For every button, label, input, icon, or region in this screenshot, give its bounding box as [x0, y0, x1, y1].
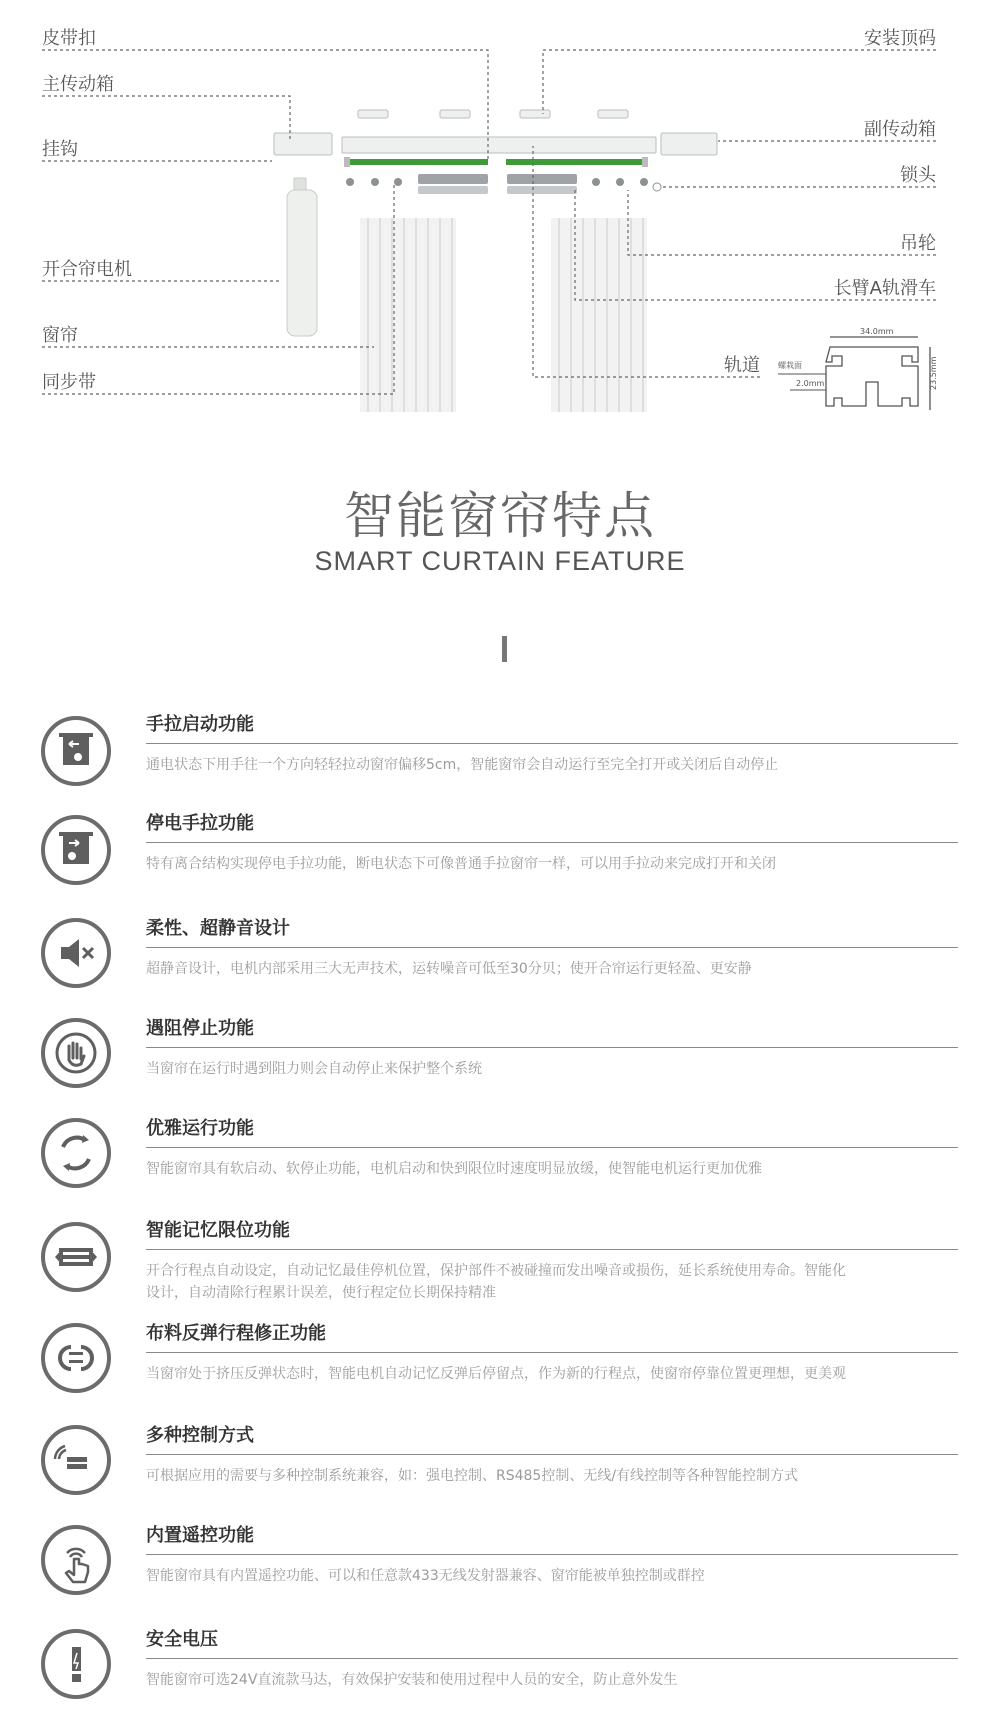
feature-divider — [146, 1047, 958, 1048]
feature-divider — [146, 1658, 958, 1659]
cycle-arrows-icon — [41, 1118, 111, 1188]
hand-stop-icon — [41, 1018, 111, 1088]
label-aux-drive-box: 副传动箱 — [864, 119, 936, 140]
motor — [287, 178, 317, 336]
label-pulley: 吊轮 — [900, 233, 936, 254]
mute-speaker-icon — [41, 918, 111, 988]
label-curtain: 窗帘 — [42, 325, 78, 346]
feature-title: 智能记忆限位功能 — [146, 1220, 290, 1241]
pulleys — [346, 178, 661, 191]
section-heading — [0, 488, 1000, 578]
label-long-arm-carriage: 长臂A轨滑车 — [833, 278, 936, 299]
feature-desc: 智能窗帘可选24V直流款马达，有效保护安装和使用过程中人员的安全，防止意外发生 — [146, 1672, 678, 1688]
aux-drive-box — [661, 133, 717, 155]
track-height-dim: 23.5mm — [929, 356, 938, 390]
sync-belt-right — [506, 159, 642, 165]
leader-lines — [42, 50, 936, 394]
feature-divider — [146, 743, 958, 744]
feature-desc: 当窗帘在运行时遇到阻力则会自动停止来保护整个系统 — [146, 1061, 482, 1077]
feature-divider — [146, 947, 958, 948]
label-track: 轨道 — [724, 355, 760, 376]
feature-title: 柔性、超静音设计 — [146, 918, 290, 939]
label-motor: 开合帘电机 — [42, 259, 132, 280]
track-thread-label: 螺栽面 — [778, 361, 802, 370]
curtain-structure-diagram — [0, 0, 1000, 420]
feature-title: 内置遥控功能 — [146, 1525, 254, 1546]
feature-divider — [146, 1352, 958, 1353]
hand-pull-icon — [41, 716, 111, 786]
control-modes-icon — [41, 1425, 111, 1495]
power-off-pull-icon — [41, 815, 111, 885]
label-lock: 锁头 — [900, 165, 936, 186]
heading-title-en: SMART CURTAIN FEATURE — [314, 546, 686, 576]
feature-title: 遇阻停止功能 — [146, 1018, 254, 1039]
feature-title: 多种控制方式 — [146, 1425, 254, 1446]
curtain-panel-left — [360, 218, 456, 412]
feature-desc: 开合行程点自动设定，自动记忆最佳停机位置，保护部件不被碰撞而发出噪音或损伤，延长系统使用寿命。智能化设计，自动清除行程累计误差，使行程定位长期保持精准 — [146, 1263, 846, 1301]
carriages — [418, 174, 577, 194]
label-top-mount: 安装顶码 — [864, 28, 936, 49]
feature-desc: 超静音设计，电机内部采用三大无声技术，运转噪音可低至30分贝；使开合帘运行更轻盈、更安静 — [146, 961, 752, 977]
feature-desc: 特有离合结构实现停电手拉功能，断电状态下可像普通手拉窗帘一样，可以用手拉动来完成打开和关闭 — [146, 856, 776, 872]
feature-desc: 智能窗帘具有内置遥控功能、可以和任意款433无线发射器兼容、窗帘能被单独控制或群控 — [146, 1568, 705, 1584]
track-cross-section — [826, 337, 930, 410]
feature-divider — [146, 1147, 958, 1148]
label-hook: 挂钩 — [42, 139, 78, 160]
limit-arrows-icon — [41, 1222, 111, 1292]
feature-desc: 当窗帘处于挤压反弹状态时，智能电机自动记忆反弹后停留点，作为新的行程点，使窗帘停靠位置更理想，更美观 — [146, 1366, 846, 1382]
feature-desc: 智能窗帘具有软启动、软停止功能，电机启动和快到限位时速度明显放缓，使智能电机运行更加优雅 — [146, 1161, 762, 1177]
track-width-dim: 34.0mm — [860, 327, 894, 336]
feature-title: 布料反弹行程修正功能 — [146, 1323, 326, 1344]
feature-title: 停电手拉功能 — [146, 813, 254, 834]
feature-divider — [146, 1249, 958, 1250]
top-mount-clips — [358, 110, 628, 118]
remote-touch-icon — [41, 1525, 111, 1595]
heading-divider — [502, 636, 507, 662]
label-belt-buckle: 皮带扣 — [42, 28, 96, 49]
track-rail — [342, 137, 656, 153]
heading-title-cn: 智能窗帘特点 — [344, 487, 656, 545]
feature-divider — [146, 842, 958, 843]
warning-icon — [41, 1629, 111, 1699]
feature-desc: 通电状态下用手往一个方向轻轻拉动窗帘偏移5cm，智能窗帘会自动运行至完全打开或关闭后自动停止 — [146, 757, 779, 773]
feature-divider — [146, 1454, 958, 1455]
curtain-panel-right — [551, 218, 647, 412]
label-sync-belt: 同步带 — [42, 372, 96, 393]
feature-divider — [146, 1554, 958, 1555]
feature-desc: 可根据应用的需要与多种控制系统兼容，如：强电控制、RS485控制、无线/有线控制等各种智能控制方式 — [146, 1468, 799, 1484]
feature-title: 安全电压 — [146, 1629, 218, 1650]
feature-title: 优雅运行功能 — [146, 1118, 254, 1139]
feature-title: 手拉启动功能 — [146, 714, 254, 735]
main-drive-box — [274, 133, 332, 155]
track-wall-dim: 2.0mm — [796, 379, 825, 388]
rebound-icon — [41, 1323, 111, 1393]
label-main-drive-box: 主传动箱 — [42, 74, 114, 95]
sync-belt — [344, 159, 488, 165]
